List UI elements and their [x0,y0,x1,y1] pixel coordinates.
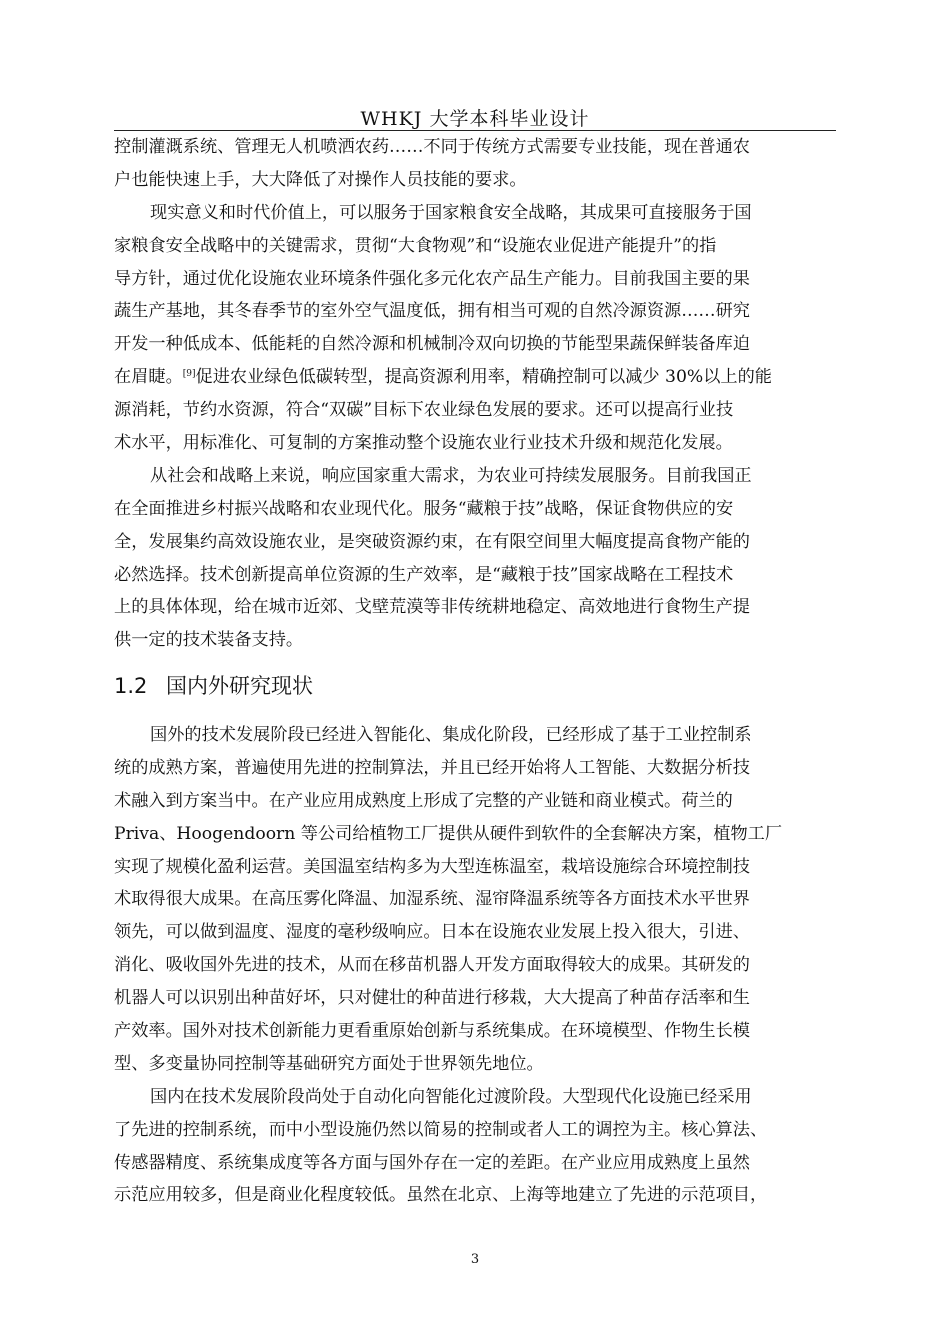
text-line: 现实意义和时代价值上，可以服务于国家粮食安全战略，其成果可直接服务于国 [150,202,752,223]
section-heading [114,666,313,706]
text-line: 示范应用较多，但是商业化程度较低。虽然在北京、上海等地建立了先进的示范项目， [114,1185,768,1206]
text-line: 术水平，用标准化、可复制的方案推动整个设施农业行业技术升级和规范化发展。 [114,433,733,454]
text-line: 导方针，通过优化设施农业环境条件强化多元化农产品生产能力。目前我国主要的果 [114,268,750,289]
text-line-with-citation [114,361,838,394]
text-line: 开发一种低成本、低能耗的自然冷源和机械制冷双向切换的节能型果蔬保鲜装备库迫 [114,334,750,355]
section-1-body [114,131,838,657]
text-line: 术取得很大成果。在高压雾化降温、加湿系统、湿帘降温系统等各方面技术水平世界 [114,889,750,910]
text-line: 实现了规模化盈利运营。美国温室结构多为大型连栋温室，栽培设施综合环境控制技 [114,856,750,877]
text-line: 术融入到方案当中。在产业应用成熟度上形成了完整的产业链和商业模式。荷兰的 [114,790,733,811]
text-line: 传感器精度、系统集成度等各方面与国外存在一定的差距。在产业应用成熟度上虽然 [114,1152,750,1173]
text-fragment: 促进农业绿色低碳转型，提高资源利用率，精确控制可以减少 30%以上的能 [195,367,772,388]
text-line: Priva、Hoogendoorn 等公司给植物工厂提供从硬件到软件的全套解决方案，植物工厂 [114,823,783,844]
text-fragment: 在眉睫。 [114,367,183,388]
page-header: WHKJ 大学本科毕业设计 [360,108,590,130]
text-line: 源消耗，节约水资源，符合“双碳”目标下农业绿色发展的要求。还可以提高行业技 [114,400,734,421]
text-line: 全，发展集约高效设施农业，是突破资源约束，在有限空间里大幅度提高食物产能的 [114,531,750,552]
text-line: 控制灌溉系统、管理无人机喷洒农药……不同于传统方式需要专业技能，现在普通农 [114,137,750,157]
text-line: 型、多变量协同控制等基础研究方面处于世界领先地位。 [114,1053,544,1074]
section-2-body [114,719,838,1212]
text-line: 领先，可以做到温度、湿度的毫秒级响应。日本在设施农业发展上投入很大，引进、 [114,922,750,943]
text-line: 国内在技术发展阶段尚处于自动化向智能化过渡阶段。大型现代化设施已经采用 [150,1086,752,1107]
text-line: 必然选择。技术创新提高单位资源的生产效率，是“藏粮于技”国家战略在工程技术 [114,564,734,585]
citation-ref: [9] [182,369,196,380]
section-number: 1.2 [114,674,148,698]
text-line: 上的具体体现，给在城市近郊、戈壁荒漠等非传统耕地稳定、高效地进行食物生产提 [114,597,750,618]
text-line: 产效率。国外对技术创新能力更看重原始创新与系统集成。在环境模型、作物生长模 [114,1021,750,1042]
text-line: 国外的技术发展阶段已经进入智能化、集成化阶段，已经形成了基于工业控制系 [150,725,752,745]
text-line: 从社会和战略上来说，响应国家重大需求，为农业可持续发展服务。目前我国正 [150,465,752,486]
page-number: 3 [470,1252,480,1267]
text-line: 统的成熟方案，普遍使用先进的控制算法，并且已经开始将人工智能、大数据分析技 [114,757,750,778]
section-title: 国内外研究现状 [166,674,313,698]
text-line: 供一定的技术装备支持。 [114,630,304,651]
text-line: 在全面推进乡村振兴战略和农业现代化。服务“藏粮于技”战略，保证食物供应的安 [114,498,734,519]
text-line: 蔬生产基地，其冬春季节的室外空气温度低，拥有相当可观的自然冷源资源……研究 [114,301,750,322]
text-line: 家粮食安全战略中的关键需求，贯彻“大食物观”和“设施农业促进产能提升”的指 [114,235,717,256]
text-line: 了先进的控制系统，而中小型设施仍然以简易的控制或者人工的调控为主。核心算法、 [114,1119,768,1140]
text-line: 户也能快速上手，大大降低了对操作人员技能的要求。 [114,169,527,190]
text-line: 消化、吸收国外先进的技术，从而在移苗机器人开发方面取得较大的成果。其研发的 [114,955,750,976]
text-line: 机器人可以识别出种苗好坏，只对健壮的种苗进行移栽，大大提高了种苗存活率和生 [114,988,750,1009]
